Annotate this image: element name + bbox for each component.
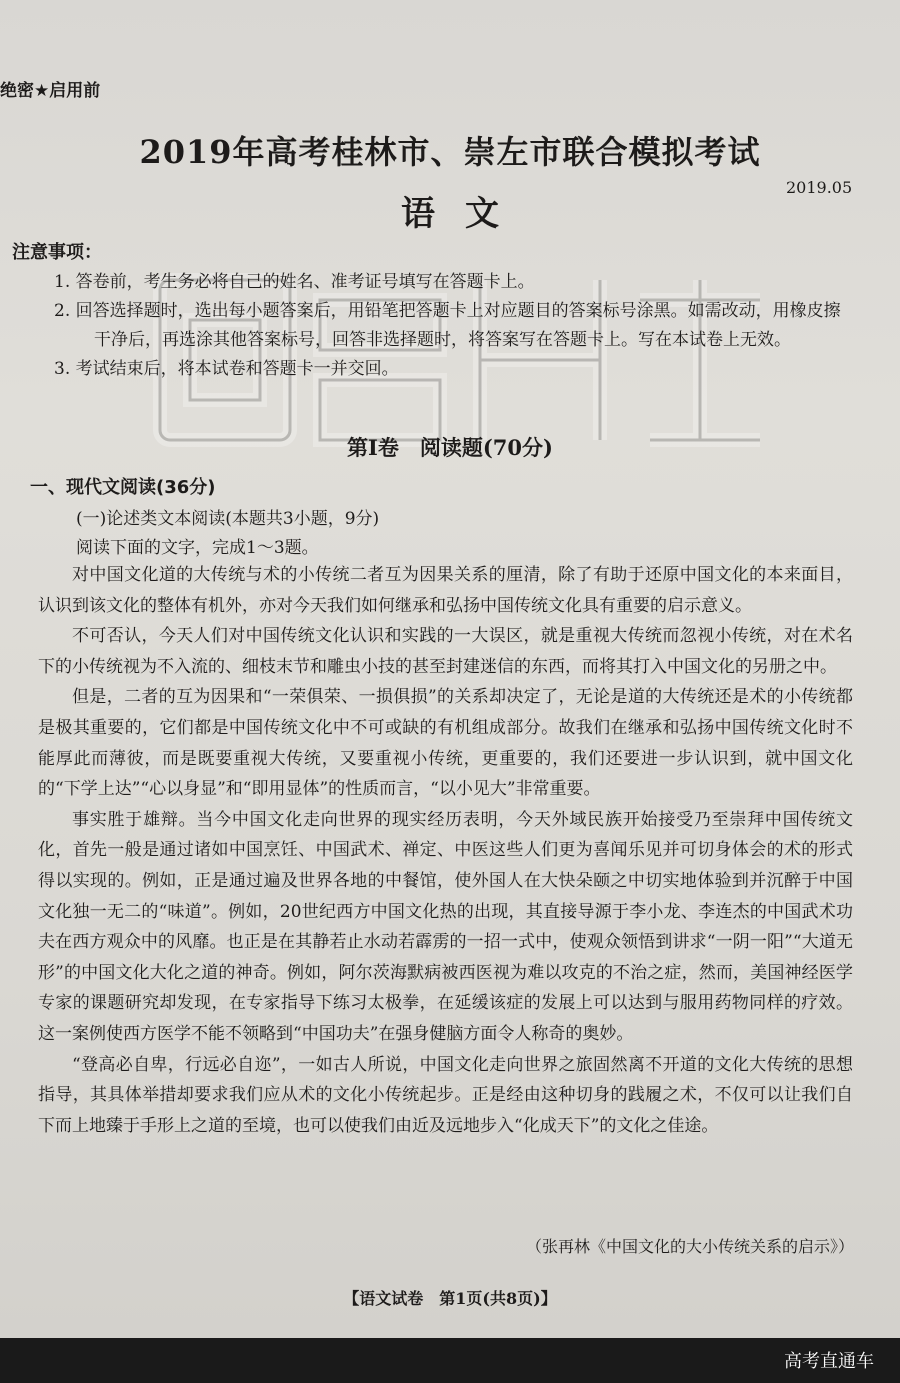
exam-title: 2019年高考桂林市、崇左市联合模拟考试 xyxy=(139,133,761,171)
exam-date: 2019.05 xyxy=(786,178,853,197)
article-paragraph: 事实胜于雄辩。当今中国文化走向世界的现实经历表明，今天外域民族开始接受乃至崇拜中国传统文化，首先一般是通过诸如中国烹饪、中国武术、禅定、中医这些人们更为喜闻乐见并可切身体会的术的形式得以实现的。例如，正是通过遍及世界各地的中餐馆，使外国人在大快朵颐之中切实地体验到并沉醉于中国文化独一无二的“味道”。例如，20世纪西方中国文化热的出现，其直接导源于李小龙、李连杰的中国武术功夫在西方观众中的风靡。也正是在其静若止水动若霹雳的一招一式中，使观众领悟到讲求“一阴一阳”“大道无形”的中国文化大化之道的神奇。例如，阿尔茨海默病被西医视为难以攻克的不治之症，然而，美国神经医学专家的课题研究却发现，在专家指导下练习太极拳，在延缓该症的发展上可以达到与服用药物同样的疗效。这一案例使西方医学不能不领略到“中国功夫”在强身健脑方面令人称奇的奥妙。 xyxy=(38,809,853,1044)
notice-item: 1. 答卷前，考生务必将自己的姓名、准考证号填写在答题卡上。 xyxy=(54,272,535,292)
notice-heading: 注意事项： xyxy=(12,242,102,263)
part-title: 第Ⅰ卷 阅读题(70分) xyxy=(347,435,553,460)
notice-item: 2. 回答选择题时，选出每小题答案后，用铅笔把答题卡上对应题目的答案标号涂黑。如需改动，用橡皮擦干净后，再选涂其他答案标号，回答非选择题时，将答案写在答题卡上。写在本试卷上无效。 xyxy=(54,301,841,350)
notice-list xyxy=(54,268,854,384)
article-source: （张再林《中国文化的大小传统关系的启示》） xyxy=(525,1237,854,1256)
article-paragraph: 不可否认，今天人们对中国传统文化认识和实践的一大误区，就是重视大传统而忽视小传统，对在术名下的小传统视为不入流的、细枝末节和雕虫小技的甚至封建迷信的东西，而将其打入中国文化的另册之中。 xyxy=(38,626,853,677)
bottom-strip xyxy=(0,1338,900,1383)
article-paragraph: 但是，二者的互为因果和“一荣俱荣、一损俱损”的关系却决定了，无论是道的大传统还是术的小传统都是极其重要的，它们都是中国传统文化中不可或缺的有机组成部分。故我们在继承和弘扬中国传统文化时不能厚此而薄彼，而是既要重视大传统，又要重视小传统，更重要的，我们还要进一步认识到，就中国文化的“下学上达”“心以身显”和“即用显体”的性质而言，“以小见大”非常重要。 xyxy=(38,687,853,800)
brand-label: 高考直通车 xyxy=(784,1351,874,1372)
reading-instruction: 阅读下面的文字，完成1～3题。 xyxy=(76,538,319,558)
notice-item: 3. 考试结束后，将本试卷和答题卡一并交回。 xyxy=(54,359,399,379)
article-paragraph: 对中国文化道的大传统与术的小传统二者互为因果关系的厘清，除了有助于还原中国文化的本来面目，认识到该文化的整体有机外，亦对今天我们如何继承和弘扬中国传统文化具有重要的启示意义。 xyxy=(38,565,853,616)
section-title: 一、现代文阅读(36分) xyxy=(30,477,216,498)
page-footer: 【语文试卷 第1页(共8页)】 xyxy=(343,1289,557,1308)
subject-title: 语文 xyxy=(401,194,529,234)
confidential-label: 绝密★启用前 xyxy=(0,81,101,101)
reading-article xyxy=(38,560,853,1141)
subsection-title: (一)论述类文本阅读(本题共3小题，9分) xyxy=(76,509,380,529)
article-paragraph: “登高必自卑，行远必自迩”，一如古人所说，中国文化走向世界之旅固然离不开道的文化大传统的思想指导，其具体举措却要求我们应从术的文化小传统起步。正是经由这种切身的践履之术，不仅可以让我们自下而上地臻于手形上之道的至境，也可以使我们由近及远地步入“化成天下”的文化之佳途。 xyxy=(38,1054,853,1136)
